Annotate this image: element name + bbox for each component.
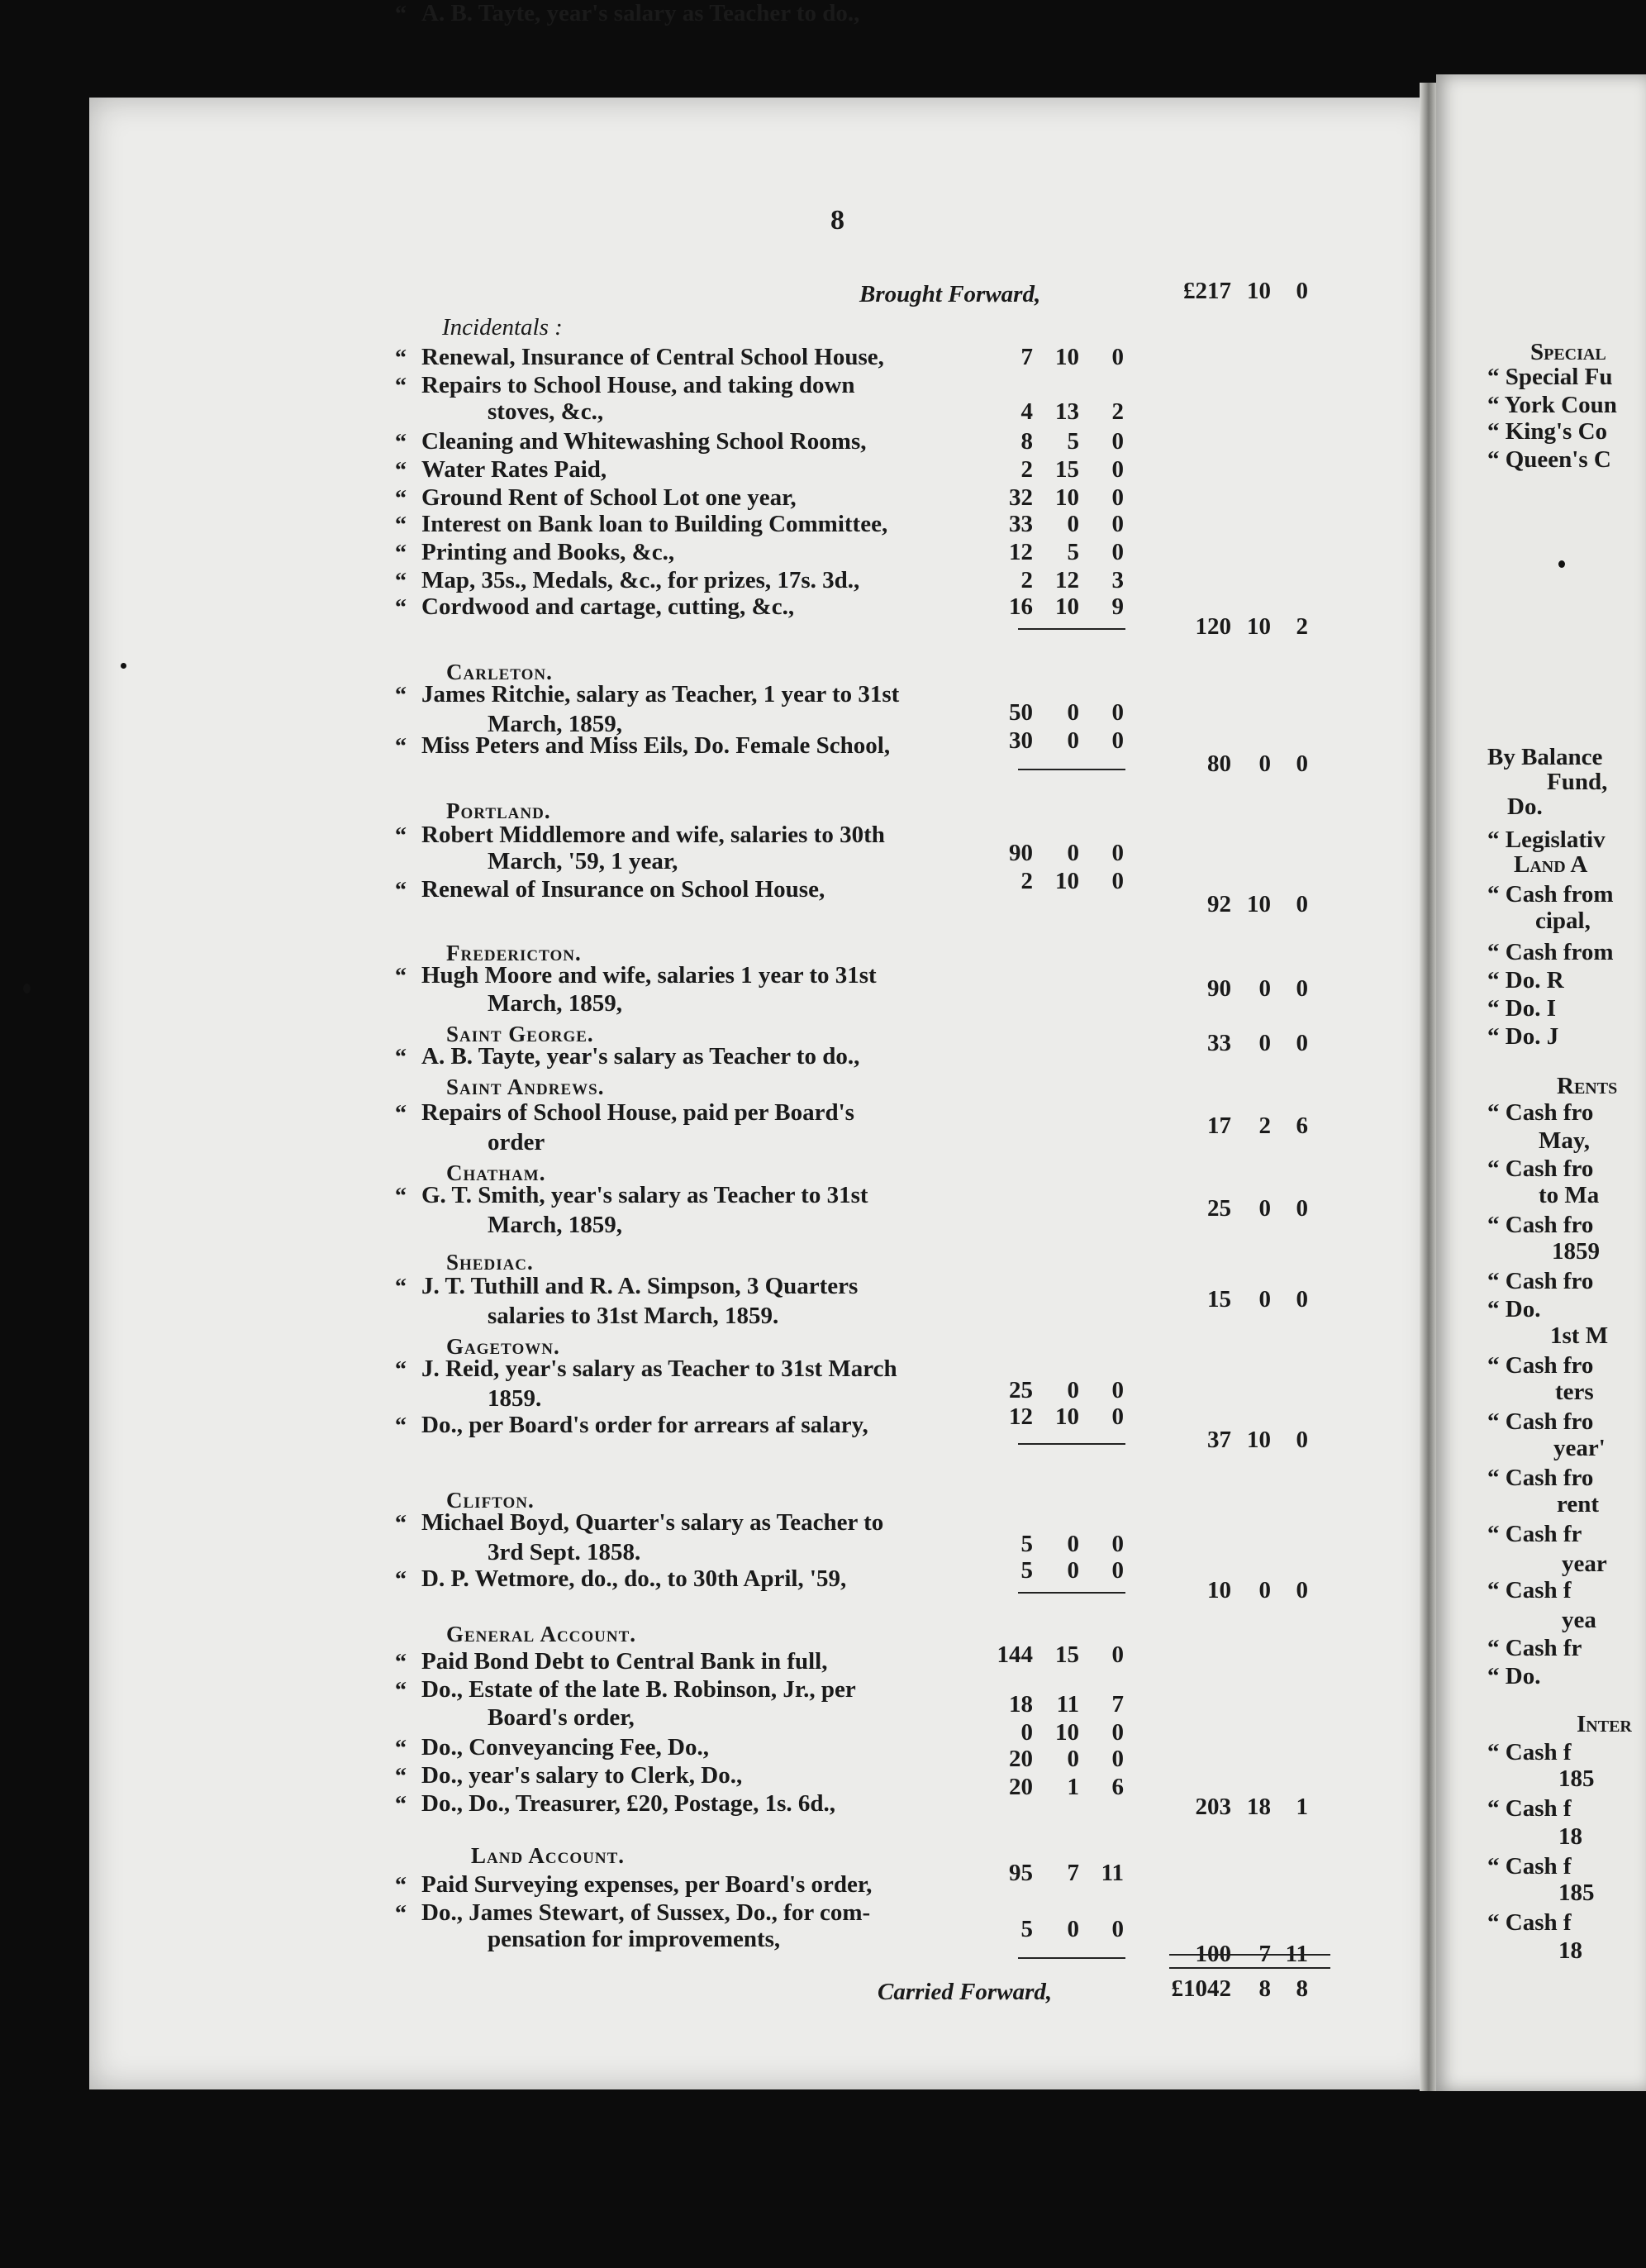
rule [1169,1967,1330,1969]
facing-page-line: “ Cash f [1487,1909,1572,1936]
saint_george-total-shillings: 0 [1258,1030,1271,1056]
facing-page-line: “ Legislativ [1487,827,1606,853]
ditto-mark: “ [395,458,407,484]
entry-text: Do., Conveyancing Fee, Do., [421,1734,709,1761]
facing-page-line: “ Cash fro [1487,1408,1594,1435]
facing-page-line: “ Do. [1487,1663,1541,1689]
ditto-mark: “ [395,374,407,399]
portland-total-pence: 0 [1296,891,1308,917]
carleton-total-shillings: 0 [1258,750,1271,777]
entry-text: Cordwood and cartage, cutting, &c., [421,593,795,620]
general-amount-shillings: 0 [1067,1746,1079,1772]
ditto-mark: “ [395,878,407,903]
general-total-pounds: 203 [1195,1794,1231,1820]
book-gutter [1420,83,1438,2091]
general-amount-pounds: 18 [1009,1691,1033,1718]
entry-text: Hugh Moore and wife, salaries 1 year to 31st [421,962,877,989]
entry-text: A. B. Tayte, year's salary as Teacher to do., [421,1043,860,1070]
land-amount-pounds: 95 [1009,1860,1033,1886]
general-amount-pence: 0 [1111,1641,1124,1668]
facing-page-line: 185 [1558,1765,1595,1792]
facing-page-line: “ Cash fr [1487,1635,1582,1661]
carleton-amount-pounds: 30 [1009,727,1033,754]
facing-page-line: “ King's Co [1487,418,1608,445]
carleton-amount-shillings: 0 [1067,727,1079,754]
entry-continuation: 1859. [488,1385,542,1412]
facing-page-line: cipal, [1535,908,1591,934]
entry-continuation: pensation for improvements, [488,1926,781,1952]
land-amount-shillings: 7 [1067,1860,1079,1886]
general-amount-shillings: 1 [1067,1774,1079,1800]
clifton-amount-pence: 0 [1111,1557,1124,1584]
facing-page-line: Land A [1514,851,1588,878]
facing-page-line: “ Cash fro [1487,1099,1594,1126]
ditto-mark: “ [395,1567,407,1593]
incidental-amount-pence: 0 [1111,456,1124,483]
ditto-mark: “ [395,569,407,594]
land-amount-pounds: 5 [1020,1916,1033,1942]
saint_andrews-total-pounds: 17 [1207,1113,1231,1139]
brought-forward-pence: 0 [1296,278,1308,304]
entry-continuation: Board's order, [488,1704,635,1731]
portland-total-pounds: 92 [1207,891,1231,917]
incidental-amount-pence: 0 [1111,511,1124,537]
ditto-mark: “ [395,1511,407,1537]
incidental-amount-pounds: 33 [1009,511,1033,537]
land-amount-shillings: 0 [1067,1916,1079,1942]
ditto-mark: “ [395,1764,407,1789]
section-heading: Saint George. [446,1022,594,1046]
facing-page-line: “ Cash from [1487,939,1614,965]
ditto-mark: “ [395,1413,407,1439]
entry-text: J. Reid, year's salary as Teacher to 31st March [421,1356,897,1382]
general-amount-shillings: 15 [1055,1641,1079,1668]
portland-amount-shillings: 10 [1055,868,1079,894]
entry-text: Do., Estate of the late B. Robinson, Jr., per [421,1676,856,1703]
brought-forward-shillings: 10 [1247,278,1271,304]
carried-forward-label: Carried Forward, [878,1979,1053,2005]
facing-page-line: “ Cash fro [1487,1268,1594,1294]
brought-forward-label: Brought Forward, [859,281,1041,307]
facing-page-line: “ York Coun [1487,392,1617,418]
incidental-amount-pounds: 12 [1009,539,1033,565]
gagetown-amount-shillings: 10 [1055,1403,1079,1430]
entry-text: Do., Do., Treasurer, £20, Postage, 1s. 6d., [421,1790,836,1817]
incidental-amount-pounds: 32 [1009,484,1033,511]
ditto-mark: “ [395,541,407,566]
facing-page-line: May, [1539,1127,1591,1154]
entry-text: Repairs to School House, and taking down [421,372,855,398]
entry-text: James Ritchie, salary as Teacher, 1 year to 31st [421,681,900,708]
entry-text: Michael Boyd, Quarter's salary as Teacher to [421,1509,884,1536]
land-amount-pence: 11 [1101,1860,1124,1886]
facing-page-line: 1859 [1552,1238,1600,1265]
incidental-amount-shillings: 0 [1067,511,1079,537]
facing-page-line: Fund, [1547,769,1608,795]
facing-page-line: Do. [1507,793,1543,820]
incidental-amount-pence: 9 [1111,593,1124,620]
ditto-mark: “ [395,1184,407,1209]
ditto-mark: “ [395,595,407,621]
clifton-total-pence: 0 [1296,1577,1308,1603]
clifton-amount-pence: 0 [1111,1531,1124,1557]
shediac-total-pounds: 15 [1207,1286,1231,1313]
clifton-amount-pounds: 5 [1020,1531,1033,1557]
facing-page-line: 185 [1558,1880,1595,1906]
carleton-total-pounds: 80 [1207,750,1231,777]
ditto-mark: “ [395,1357,407,1383]
entry-text: Miss Peters and Miss Eils, Do. Female School, [421,732,891,759]
gagetown-total-pence: 0 [1296,1427,1308,1453]
speck [23,984,31,993]
entry-continuation: order [488,1129,545,1155]
incidental-amount-shillings: 5 [1067,539,1079,565]
facing-page-line: “ Cash f [1487,1795,1572,1822]
speck [1558,560,1565,568]
carleton-total-pence: 0 [1296,750,1308,777]
entry-text: Do., James Stewart, of Sussex, Do., for com- [421,1899,871,1926]
facing-page-line: yea [1562,1607,1596,1633]
section-heading: Chatham. [446,1160,546,1185]
section-heading: Portland. [446,798,551,823]
facing-page-line: to Ma [1539,1182,1600,1208]
facing-page-line: “ Cash fro [1487,1155,1594,1182]
ditto-mark: “ [395,430,407,455]
ditto-mark: “ [395,1736,407,1761]
incidental-amount-pence: 2 [1111,398,1124,425]
incidental-amount-pence: 3 [1111,567,1124,593]
entry-text: Do., year's salary to Clerk, Do., [421,1762,743,1789]
rule [1169,1954,1330,1956]
section-heading: Fredericton. [446,941,582,965]
entry-continuation: stoves, &c., [488,398,604,425]
carried-forward-shillings: 8 [1258,1975,1271,2002]
facing-page-line: Inter [1577,1711,1632,1737]
general-amount-pence: 0 [1111,1746,1124,1772]
incidental-amount-pence: 0 [1111,344,1124,370]
general-amount-shillings: 10 [1055,1719,1079,1746]
incidentals-total-pounds: 120 [1195,613,1231,640]
rule [1018,769,1125,770]
brought-forward-pounds: £217 [1183,278,1231,304]
ditto-mark: “ [395,1873,407,1899]
facing-page-line: “ Queen's C [1487,446,1611,473]
rule [1018,628,1125,630]
fredericton-total-pounds: 90 [1207,975,1231,1002]
entry-text: Paid Surveying expenses, per Board's order, [421,1871,873,1898]
incidental-amount-shillings: 15 [1055,456,1079,483]
carleton-amount-pence: 0 [1111,699,1124,726]
facing-page-line: “ Cash f [1487,1853,1572,1880]
incidental-amount-pounds: 8 [1020,428,1033,455]
incidental-amount-shillings: 10 [1055,344,1079,370]
section-heading: Gagetown. [446,1334,560,1359]
section-heading: Land Account. [471,1843,626,1868]
section-heading: Saint Andrews. [446,1074,605,1099]
gagetown-total-shillings: 10 [1247,1427,1271,1453]
ditto-mark: “ [395,1678,407,1703]
facing-page-line: “ Do. J [1487,1023,1559,1050]
incidental-amount-pounds: 16 [1009,593,1033,620]
ditto-mark: “ [395,1275,407,1300]
incidental-amount-pounds: 2 [1020,456,1033,483]
gagetown-amount-pence: 0 [1111,1377,1124,1403]
gagetown-amount-pounds: 12 [1009,1403,1033,1430]
general-amount-pounds: 144 [997,1641,1033,1668]
facing-page-line: “ Cash fro [1487,1212,1594,1238]
ditto-mark: “ [395,2,407,27]
portland-amount-pence: 0 [1111,868,1124,894]
entry-text: Do., per Board's order for arrears af salary, [421,1412,868,1438]
gagetown-amount-pence: 0 [1111,1403,1124,1430]
gagetown-total-pounds: 37 [1207,1427,1231,1453]
facing-page-line: “ Do. I [1487,995,1556,1022]
land-amount-pence: 0 [1111,1916,1124,1942]
incidental-amount-shillings: 10 [1055,593,1079,620]
facing-page-line: year' [1553,1435,1606,1461]
facing-page-line: “ Cash fro [1487,1352,1594,1379]
gagetown-amount-shillings: 0 [1067,1377,1079,1403]
page-number: 8 [830,205,844,236]
section-heading: Incidentals : [442,314,563,341]
ditto-mark: “ [395,1045,407,1070]
ditto-mark: “ [395,1650,407,1675]
general-amount-pounds: 0 [1020,1719,1033,1746]
general-amount-shillings: 11 [1056,1691,1079,1718]
entry-text: Interest on Bank loan to Building Committee, [421,511,888,537]
entry-text: Water Rates Paid, [421,456,607,483]
incidental-amount-pounds: 7 [1020,344,1033,370]
ditto-mark: “ [395,683,407,708]
general-amount-pence: 7 [1111,1691,1124,1718]
entry-text: D. P. Wetmore, do., do., to 30th April, '59, [421,1565,847,1592]
carleton-amount-pounds: 50 [1009,699,1033,726]
general-amount-pence: 6 [1111,1774,1124,1800]
incidental-amount-shillings: 13 [1055,398,1079,425]
portland-amount-shillings: 0 [1067,840,1079,866]
saint_george-total-pounds: 33 [1207,1030,1231,1056]
incidental-amount-pence: 0 [1111,484,1124,511]
carried-forward-pence: 8 [1296,1975,1308,2002]
facing-page-line: ters [1555,1379,1594,1405]
ditto-mark: “ [395,1901,407,1927]
facing-page-line: 1st M [1550,1322,1609,1349]
carleton-amount-pence: 0 [1111,727,1124,754]
portland-amount-pounds: 2 [1020,868,1033,894]
general-total-pence: 1 [1296,1794,1308,1820]
entry-text: G. T. Smith, year's salary as Teacher to 31st [421,1182,868,1208]
incidental-amount-shillings: 12 [1055,567,1079,593]
fredericton-total-pence: 0 [1296,975,1308,1002]
portland-total-shillings: 10 [1247,891,1271,917]
facing-page-line: Rents [1557,1073,1618,1099]
chatham-total-pence: 0 [1296,1195,1308,1222]
incidental-amount-pounds: 2 [1020,567,1033,593]
incidental-amount-pounds: 4 [1020,398,1033,425]
entry-text: Printing and Books, &c., [421,539,675,565]
facing-page-line: “ Do. [1487,1296,1541,1322]
ditto-mark: “ [395,345,407,371]
entry-text: J. T. Tuthill and R. A. Simpson, 3 Quarters [421,1273,859,1299]
entry-continuation: March, 1859, [488,990,622,1017]
section-heading: General Account. [446,1622,637,1646]
facing-page-line: rent [1557,1491,1600,1518]
entry-continuation: March, 1859, [488,1212,622,1238]
facing-page-line: 18 [1558,1937,1582,1964]
incidental-amount-pence: 0 [1111,539,1124,565]
entry-continuation: 3rd Sept. 1858. [488,1539,641,1565]
facing-page-line: “ Special Fu [1487,364,1613,390]
entry-text: Renewal, Insurance of Central School House, [421,344,884,370]
facing-page-line: Special [1530,339,1606,365]
clifton-amount-pounds: 5 [1020,1557,1033,1584]
speck [121,663,126,669]
rule [1018,1443,1125,1445]
fredericton-total-shillings: 0 [1258,975,1271,1002]
carleton-amount-shillings: 0 [1067,699,1079,726]
entry-text: Repairs of School House, paid per Board's [421,1099,854,1126]
entry-continuation: salaries to 31st March, 1859. [488,1303,779,1329]
ditto-mark: “ [395,1101,407,1127]
gagetown-amount-pounds: 25 [1009,1377,1033,1403]
facing-page-line: 18 [1558,1823,1582,1850]
entry-text: Map, 35s., Medals, &c., for prizes, 17s. 3d., [421,567,860,593]
incidentals-total-shillings: 10 [1247,613,1271,640]
clifton-amount-shillings: 0 [1067,1557,1079,1584]
section-heading: Clifton. [446,1488,535,1513]
facing-page-line: “ Do. R [1487,967,1564,993]
saint_andrews-total-shillings: 2 [1258,1113,1271,1139]
land-total-shillings: 7 [1258,1941,1271,1967]
clifton-total-shillings: 0 [1258,1577,1271,1603]
incidental-amount-shillings: 10 [1055,484,1079,511]
entry-text: Robert Middlemore and wife, salaries to 30th [421,822,885,848]
ditto-mark: “ [395,512,407,538]
portland-amount-pounds: 90 [1009,840,1033,866]
entry-text: Cleaning and Whitewashing School Rooms, [421,428,867,455]
general-amount-pounds: 20 [1009,1746,1033,1772]
incidentals-total-pence: 2 [1296,613,1308,640]
saint_andrews-total-pence: 6 [1296,1113,1308,1139]
facing-page-line: year [1562,1551,1607,1577]
general-amount-pounds: 20 [1009,1774,1033,1800]
incidental-amount-shillings: 5 [1067,428,1079,455]
ditto-mark: “ [395,823,407,849]
entry-continuation: March, 1859, [488,711,622,737]
section-heading: Shediac. [446,1250,534,1275]
ditto-mark: “ [395,964,407,989]
land-total-pence: 11 [1285,1941,1308,1967]
entry-text: Paid Bond Debt to Central Bank in full, [421,1648,828,1675]
land-total-pounds: 100 [1195,1941,1231,1967]
rule [1018,1957,1125,1959]
clifton-total-pounds: 10 [1207,1577,1231,1603]
entry-text: Ground Rent of School Lot one year, [421,484,797,511]
facing-page-line: “ Cash fr [1487,1521,1582,1547]
shediac-total-pence: 0 [1296,1286,1308,1313]
incidental-amount-pence: 0 [1111,428,1124,455]
general-total-shillings: 18 [1247,1794,1271,1820]
ditto-mark: “ [395,486,407,512]
clifton-amount-shillings: 0 [1067,1531,1079,1557]
shediac-total-shillings: 0 [1258,1286,1271,1313]
facing-page-line: “ Cash f [1487,1739,1572,1765]
ditto-mark: “ [395,1792,407,1818]
carried-forward-pounds: £1042 [1171,1975,1231,2002]
facing-page-line: “ Cash fro [1487,1465,1594,1491]
facing-page-line: “ Cash from [1487,881,1614,908]
general-amount-pence: 0 [1111,1719,1124,1746]
rule [1018,1592,1125,1594]
facing-page-line: “ Cash f [1487,1577,1572,1603]
section-heading: Carleton. [446,660,553,684]
entry-text: A. B. Tayte, year's salary as Teacher to do., [421,0,860,26]
facing-page-line: By Balance [1487,744,1603,770]
entry-text: Renewal of Insurance on School House, [421,876,825,903]
entry-continuation: March, '59, 1 year, [488,848,678,874]
chatham-total-pounds: 25 [1207,1195,1231,1222]
ditto-mark: “ [395,734,407,760]
portland-amount-pence: 0 [1111,840,1124,866]
chatham-total-shillings: 0 [1258,1195,1271,1222]
saint_george-total-pence: 0 [1296,1030,1308,1056]
